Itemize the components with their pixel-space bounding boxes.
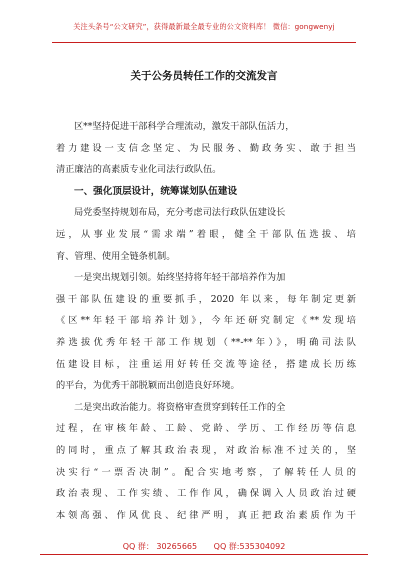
footer-qq-group-1: QQ 群： 30265665 (122, 542, 198, 551)
paragraph-line: 局党委坚持规划布局，充分考虑司法行政队伍建设长 (74, 207, 286, 219)
footer-contact (0, 541, 408, 552)
document-title: 关于公务员转任工作的交流发言 (130, 70, 278, 82)
paragraph-line: 养选拔优秀年轻干部工作规划（**-**年）》，明确司法队 (56, 336, 356, 348)
header-divider (52, 42, 356, 43)
paragraph-line: 伍建设目标，注重运用好转任交流等途径，搭建成长历练 (56, 358, 356, 370)
paragraph-line: 一是突出规划引领。始终坚持将年轻干部培养作为加 (74, 272, 286, 284)
footer-divider (40, 554, 368, 555)
paragraph-line: 区**坚持促进干部科学合理流动，激发干部队伍活力， (74, 121, 295, 132)
paragraph-line: 本领高强、作风优良、纪律严明，真正把政治素质作为干 (56, 509, 356, 521)
paragraph-line: 育、管理、使用全链条机制。 (56, 250, 176, 262)
paragraph-line: 强干部队伍建设的重要抓手，2020 年以来，每年制定更新 (56, 293, 356, 305)
paragraph-line: 着力建设一支信念坚定、为民服务、勤政务实、敢于担当 (56, 142, 356, 154)
section-heading: 一、强化顶层设计，统筹谋划队伍建设 (74, 185, 238, 197)
paragraph-line: 的同时，重点了解其政治表现，对政治标准不过关的，坚 (56, 444, 356, 456)
paragraph-line: 清正廉洁的高素质专业化司法行政队伍。 (56, 164, 222, 176)
document-body (56, 116, 356, 526)
paragraph-line: 的平台，为优秀干部脱颖而出创造良好环境。 (56, 380, 240, 392)
paragraph-line: 政治表现、工作实绩、工作作风，确保调入人员政治过硬 (56, 488, 356, 500)
header-promo-note: 关注头条号“公文研究”，获得最新最全最专业的公文资料库！ 微信：gongwenyj (73, 22, 335, 31)
paragraph-line: 远，从事业发展“需求端”着眼，健全干部队伍选拔、培 (56, 228, 356, 240)
paragraph-line: 《区**年轻干部培养计划》，今年还研究制定《**发现培 (56, 315, 356, 327)
footer-qq-group-2: QQ 群:535304092 (213, 542, 286, 551)
paragraph-line: 过程，在审核年龄、工龄、党龄、学历、工作经历等信息 (56, 423, 356, 435)
paragraph-line: 决实行“一票否决制”。配合实地考察，了解转任人员的 (56, 466, 356, 478)
paragraph-line: 二是突出政治能力。将资格审查贯穿到转任工作的全 (74, 401, 286, 413)
